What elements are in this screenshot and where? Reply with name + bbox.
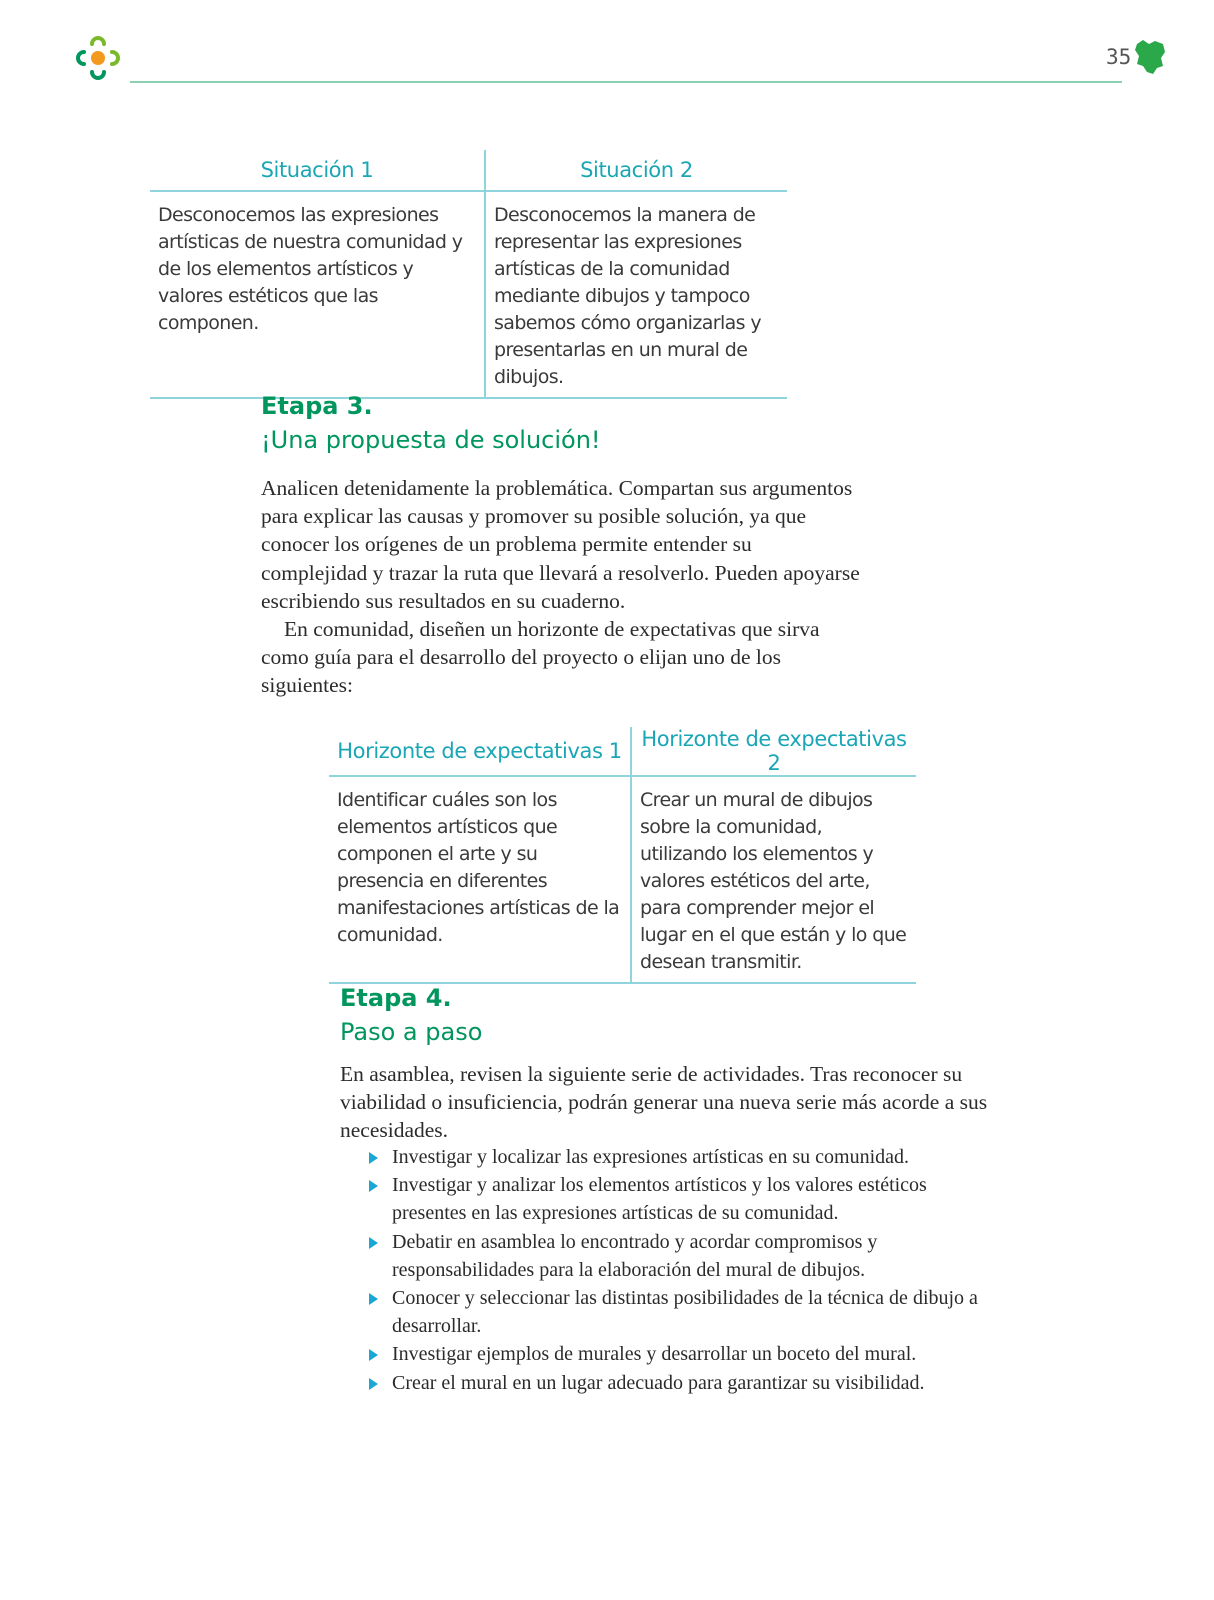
list-item [366,1284,1006,1340]
situations-table [150,150,787,399]
etapa-4-intro: En asamblea, revisen la siguiente serie de actividades. Tras reconocer su viabilidad o insuficiencia, podrán generar una nueva serie más acorde a sus necesidades. [340,1062,988,1143]
etapa-4-title: Etapa 4. [340,984,452,1012]
triangle-bullet-icon [369,1180,378,1192]
etapa-3-heading [261,389,601,457]
etapa-3-subtitle: ¡Una propuesta de solución! [261,426,601,454]
page-number: 35 [1106,45,1132,69]
triangle-bullet-icon [369,1349,378,1361]
list-item [366,1143,1006,1171]
flower-logo-icon [72,32,124,84]
header-rule [130,81,1122,83]
list-item-text: Investigar y analizar los elementos artísticos y los valores estéticos presentes en las expresiones artísticas de su comunidad. [392,1174,927,1225]
list-item-text: Crear el mural en un lugar adecuado para garantizar su visibilidad. [392,1371,925,1394]
list-item [366,1228,1006,1284]
green-map-icon [1133,38,1167,76]
situation-1-text: Desconocemos las expresiones artísticas de nuestra comunidad y de los elementos artísticos y valores estéticos que las componen. [150,191,485,398]
etapa-3-body [261,474,861,700]
situation-2-text: Desconocemos la manera de representar las expresiones artísticas de la comunidad mediante dibujos y tampoco sabemos cómo organizarlas y presentarlas en un mural de dibujos. [485,191,787,398]
triangle-bullet-icon [369,1152,378,1164]
list-item [366,1340,1006,1368]
etapa-3-title: Etapa 3. [261,392,373,420]
etapa-4-body [340,1060,1020,1145]
etapa-3-paragraph-1: Analicen detenidamente la problemática. Compartan sus argumentos para explicar las causas y promover su posible solución, ya que conocer los orígenes de un problema permite entender su complejidad y trazar la ruta que llevará a resolverlo. Pueden apoyarse escribiendo sus resultados en su cuaderno. [261,476,860,613]
list-item-text: Investigar ejemplos de murales y desarrollar un boceto del mural. [392,1343,917,1366]
list-item-text: Investigar y localizar las expresiones artísticas en su comunidad. [392,1146,910,1168]
list-item [366,1369,1006,1397]
etapa-4-subtitle: Paso a paso [340,1018,483,1046]
horizon-2-text: Crear un mural de dibujos sobre la comunidad, utilizando los elementos y valores estéticos del arte, para comprender mejor el lugar en el que están y lo que desean transmitir. [631,776,916,983]
horizon-2-header: Horizonte de expectativas 2 [631,727,916,776]
triangle-bullet-icon [369,1237,378,1249]
triangle-bullet-icon [369,1378,378,1390]
situation-2-header: Situación 2 [485,150,787,191]
activities-list [366,1143,1006,1397]
horizons-table [329,727,916,984]
triangle-bullet-icon [369,1293,378,1305]
horizon-1-header: Horizonte de expectativas 1 [329,727,631,776]
horizon-1-text: Identificar cuáles son los elementos artísticos que componen el arte y su presencia en diferentes manifestaciones artísticas de la comunidad. [329,776,631,983]
etapa-3-paragraph-2: En comunidad, diseñen un horizonte de expectativas que sirva como guía para el desarrollo del proyecto o elijan uno de los siguientes: [261,617,820,698]
list-item-text: Conocer y seleccionar las distintas posibilidades de la técnica de dibujo a desarrollar. [392,1287,978,1338]
situation-1-header: Situación 1 [150,150,485,191]
list-item-text: Debatir en asamblea lo encontrado y acordar compromisos y responsabilidades para la elaboración del mural de dibujos. [392,1230,878,1281]
etapa-4-heading [340,981,482,1049]
list-item [366,1171,1006,1227]
